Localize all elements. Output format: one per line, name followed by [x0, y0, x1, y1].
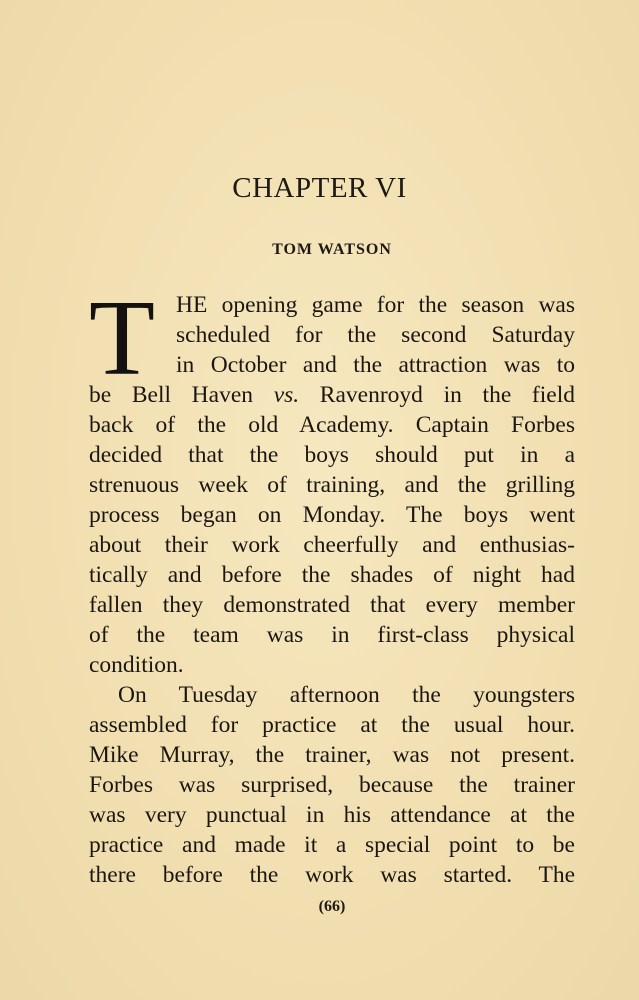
text-line: about their work cheerfully and enthusias-: [89, 532, 575, 558]
text-line: HE opening game for the season was: [176, 292, 575, 318]
text-line: practice and made it a special point to be: [89, 832, 575, 858]
text-line: Mike Murray, the trainer, was not present.: [89, 742, 575, 768]
text-line: was very punctual in his attendance at the: [89, 802, 575, 828]
text-line: back of the old Academy. Captain Forbes: [89, 412, 575, 438]
text-line: of the team was in first-class physical: [89, 622, 575, 648]
text-line: condition.: [89, 652, 184, 678]
text-line: On Tuesday afternoon the youngsters: [118, 682, 575, 708]
chapter-body-text: [89, 279, 575, 890]
text-fragment: be Bell Haven: [89, 382, 274, 408]
text-line: strenuous week of training, and the grilling: [89, 472, 575, 498]
text-line: decided that the boys should put in a: [89, 442, 575, 468]
text-line: process began on Monday. The boys went: [89, 502, 575, 528]
drop-cap-letter: T: [89, 279, 155, 398]
text-line: Forbes was surprised, because the trainer: [89, 772, 575, 798]
text-line: tically and before the shades of night had: [89, 562, 575, 588]
italic-abbreviation: vs.: [273, 382, 300, 408]
text-line: scheduled for the second Saturday: [176, 322, 575, 348]
chapter-heading: CHAPTER VI: [232, 172, 407, 204]
text-line: [89, 380, 575, 410]
text-line: in October and the attraction was to: [176, 352, 575, 378]
text-line: assembled for practice at the usual hour.: [89, 712, 575, 738]
page-number: (66): [318, 898, 346, 915]
text-line: fallen they demonstrated that every member: [89, 592, 575, 618]
chapter-subtitle: TOM WATSON: [272, 241, 392, 258]
text-fragment: Ravenroyd in the field: [299, 382, 575, 408]
text-line: there before the work was started. The: [89, 862, 575, 888]
